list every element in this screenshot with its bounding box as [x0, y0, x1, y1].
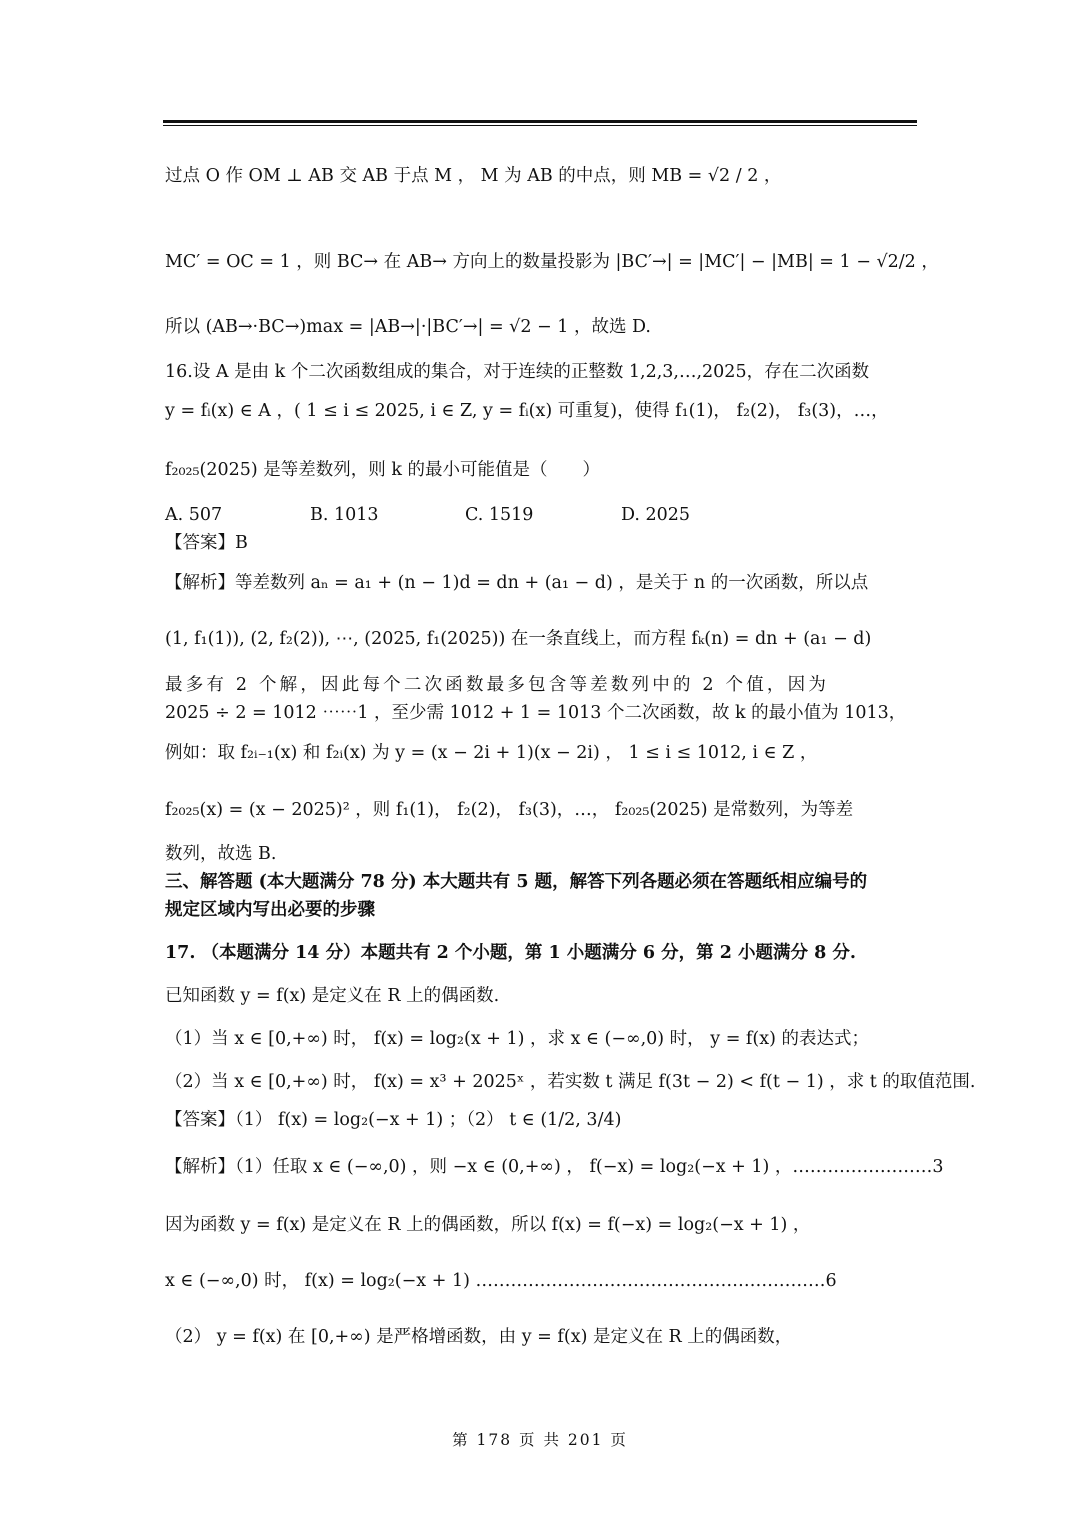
page-footer: 第 178 页 共 201 页	[452, 1431, 628, 1449]
question-16-line-1: 16.设 A 是由 k 个二次函数组成的集合，对于连续的正整数 1,2,3,…,2025，存在二次函数	[165, 362, 870, 382]
section-3-heading-line-1: 三、解答题 (本大题满分 78 分) 本大题共有 5 题，解答下列各题必须在答题纸相应编号的	[165, 872, 868, 892]
option-b: B. 1013	[310, 505, 379, 525]
analysis-17-line-3: x ∈ (−∞,0) 时， f(x) = log₂(−x + 1) ……………………………………………………6	[165, 1271, 837, 1291]
question-17-heading: 17. （本题满分 14 分）本题共有 2 个小题，第 1 小题满分 6 分，第 2 小题满分 8 分.	[165, 943, 856, 963]
question-16-line-2: y = fᵢ(x) ∈ A ，( 1 ≤ i ≤ 2025, i ∈ Z, y = fᵢ(x) 可重复)，使得 f₁(1)， f₂(2)， f₃(3)，…，	[165, 401, 889, 421]
option-d: D. 2025	[621, 505, 691, 525]
header-rule-thick	[163, 120, 917, 123]
header-rule-thin	[163, 125, 917, 126]
option-c: C. 1519	[465, 505, 534, 525]
question-17-part-1: （1）当 x ∈ [0,+∞) 时， f(x) = log₂(x + 1) ，求 x ∈ (−∞,0) 时， y = f(x) 的表达式；	[165, 1029, 869, 1049]
solution-line-3: 所以 (AB→·BC→)max = |AB→|·|BC′→| = √2 − 1 ，故选 D.	[165, 317, 651, 337]
analysis-16-line-4: 2025 ÷ 2 = 1012 ⋯⋯1 ，至少需 1012 + 1 = 1013 个二次函数，故 k 的最小值为 1013，	[165, 703, 907, 723]
analysis-17-line-4: （2） y = f(x) 在 [0,+∞) 是严格增函数，由 y = f(x) 是定义在 R 上的偶函数，	[165, 1327, 793, 1347]
solution-line-1: 过点 O 作 OM ⊥ AB 交 AB 于点 M ， M 为 AB 的中点，则 MB = √2 / 2 ，	[165, 166, 782, 186]
analysis-17-line-1: 【解析】（1）任取 x ∈ (−∞,0) ，则 −x ∈ (0,+∞) ， f(−x) = log₂(−x + 1) ，……………………3	[165, 1157, 944, 1177]
section-3-heading-line-2: 规定区域内写出必要的步骤	[165, 900, 375, 920]
analysis-16-line-2: (1, f₁(1)), (2, f₂(2)), ⋯, (2025, f₁(2025)) 在一条直线上，而方程 fₖ(n) = dn + (a₁ − d)	[165, 629, 872, 649]
analysis-16-line-5: 例如：取 f₂ᵢ₋₁(x) 和 f₂ᵢ(x) 为 y = (x − 2i + 1)(x − 2i) ， 1 ≤ i ≤ 1012, i ∈ Z ，	[165, 743, 818, 763]
analysis-17-line-2: 因为函数 y = f(x) 是定义在 R 上的偶函数，所以 f(x) = f(−x) = log₂(−x + 1) ，	[165, 1215, 811, 1235]
answer-17: 【答案】（1） f(x) = log₂(−x + 1) ；（2） t ∈ (1/2, 3/4)	[165, 1110, 622, 1130]
analysis-16-line-1: 【解析】等差数列 aₙ = a₁ + (n − 1)d = dn + (a₁ − d) ，是关于 n 的一次函数，所以点	[165, 573, 869, 593]
analysis-16-line-7: 数列，故选 B.	[165, 844, 277, 864]
question-16-line-3: f₂₀₂₅(2025) 是等差数列，则 k 的最小可能值是（ ）	[165, 460, 601, 480]
answer-16: 【答案】B	[165, 533, 248, 553]
analysis-16-line-3: 最多有 2 个解，因此每个二次函数最多包含等差数列中的 2 个值，因为	[165, 675, 830, 695]
solution-line-2: MC′ = OC = 1 ，则 BC→ 在 AB→ 方向上的数量投影为 |BC′→| = |MC′| − |MB| = 1 − √2/2 ，	[165, 252, 939, 272]
question-17-part-2: （2）当 x ∈ [0,+∞) 时， f(x) = x³ + 2025ˣ ，若实数 t 满足 f(3t − 2) < f(t − 1) ，求 t 的取值范围.	[165, 1072, 976, 1092]
option-a: A. 507	[165, 505, 223, 525]
analysis-16-line-6: f₂₀₂₅(x) = (x − 2025)² ，则 f₁(1)， f₂(2)， f₃(3)，…， f₂₀₂₅(2025) 是常数列，为等差	[165, 800, 854, 820]
question-17-stem: 已知函数 y = f(x) 是定义在 R 上的偶函数.	[165, 986, 500, 1006]
